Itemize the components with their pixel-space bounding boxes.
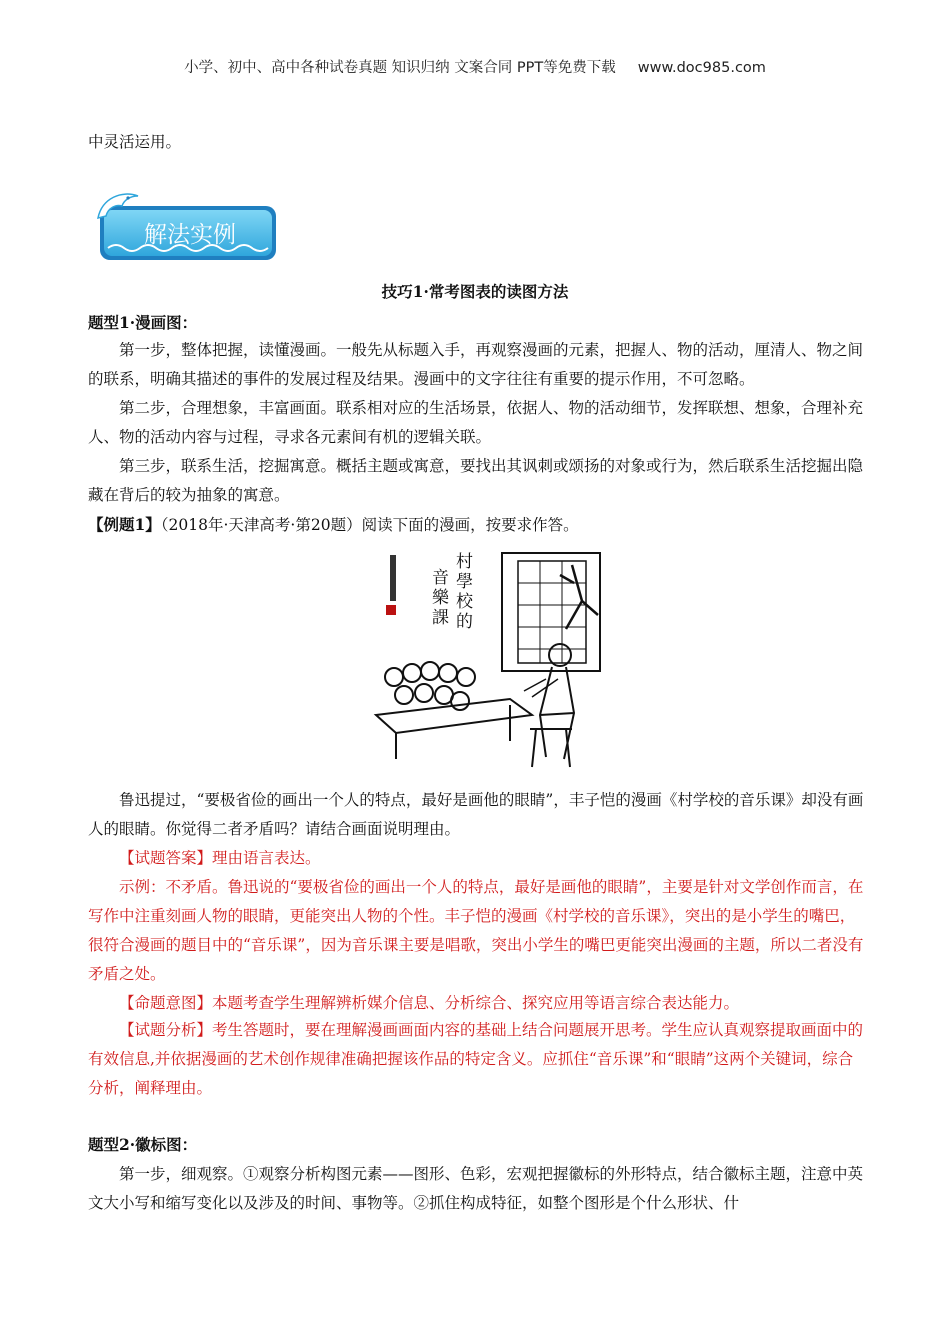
intent-label: 【命题意图】 — [119, 994, 213, 1012]
answer-sample: 示例：不矛盾。鲁迅说的“要极省俭的画出一个人的特点，最好是画他的眼睛”，主要是针对文学创作而言，在写作中注重刻画人物的眼睛，更能突出人物的个性。丰子恺的漫画《村学校的音乐课》，突出的是小学生的嘴巴，很符合漫画的题目中的“音乐课”，因为音乐课主要是唱歌，突出小学生的嘴巴更能突出漫画的主题，所以二者没有矛盾之处。 — [88, 878, 864, 983]
svg-text:校: 校 — [456, 592, 473, 612]
cartoon-image — [360, 545, 610, 777]
svg-text:樂: 樂 — [432, 588, 449, 608]
svg-text:的: 的 — [456, 612, 473, 632]
type1-step-3: 第三步，联系生活，挖掘寓意。概括主题或寓意，要找出其讽刺或颂扬的对象或行为，然后联系生活挖掘出隐藏在背后的较为抽象的寓意。 — [88, 457, 864, 504]
badge-label: 解法实例 — [144, 222, 236, 248]
badge-graphic — [94, 188, 280, 264]
page-header — [0, 56, 950, 77]
section-title: 技巧1·常考图表的读图方法 — [381, 282, 569, 301]
example1-question: 鲁迅提过，“要极省俭的画出一个人的特点，最好是画他的眼睛”，丰子恺的漫画《村学校的音乐课》却没有画人的眼睛。你觉得二者矛盾吗？请结合画面说明理由。 — [88, 791, 864, 838]
svg-text:音: 音 — [432, 568, 449, 588]
example1-label: 【例题1】 — [88, 515, 161, 534]
type2-step-1: 第一步，细观察。①观察分析构图元素——图形、色彩，宏观把握徽标的外形特点，结合徽标主题，注意中英文大小写和缩写变化以及涉及的时间、事物等。②抓住构成特征，如整个图形是个什么形状、什 — [88, 1165, 864, 1212]
header-text: 小学、初中、高中各种试卷真题 知识归纳 文案合同 PPT等免费下载 — [184, 60, 616, 76]
type1-step-2: 第二步，合理想象，丰富画面。联系相对应的生活场景，依据人、物的活动细节，发挥联想、想象，合理补充人、物的活动内容与过程，寻求各元素间有机的逻辑关联。 — [88, 399, 864, 446]
svg-text:學: 學 — [456, 572, 473, 592]
answer-text: 理由语言表达。 — [212, 849, 321, 867]
section-badge — [94, 188, 280, 264]
intent-text: 本题考查学生理解辨析媒介信息、分析综合、探究应用等语言综合表达能力。 — [212, 994, 740, 1012]
type1-step-1: 第一步，整体把握，读懂漫画。一般先从标题入手，再观察漫画的元素，把握人、物的活动，厘清人、物之间的联系，明确其描述的事件的发展过程及结果。漫画中的文字往往有重要的提示作用，不可忽略。 — [88, 341, 864, 388]
example1-line — [88, 510, 866, 540]
answer-label: 【试题答案】 — [119, 849, 213, 867]
type2-heading: 题型2·徽标图： — [88, 1135, 198, 1154]
header-url[interactable]: www.doc985.com — [637, 60, 766, 76]
intent-line — [88, 989, 866, 1018]
cartoon-title-col1: 村 — [456, 552, 473, 572]
intro-tail: 中灵活运用。 — [88, 133, 182, 151]
analysis-text: 考生答题时，要在理解漫画画面内容的基础上结合问题展开思考。学生应认真观察提取画面中的有效信息,并依据漫画的艺术创作规律准确把握该作品的特定含义。应抓住“音乐课”和“眼睛”这两个关键词，综合分析，阐释理由。 — [88, 1021, 864, 1097]
type1-heading: 题型1·漫画图： — [88, 313, 198, 332]
example1-source: （2018年·天津高考·第20题）阅读下面的漫画，按要求作答。 — [160, 516, 579, 534]
answer-line — [88, 844, 866, 873]
svg-text:課: 課 — [432, 608, 449, 628]
cartoon-drawing — [360, 545, 610, 777]
analysis-label: 【试题分析】 — [119, 1021, 213, 1039]
analysis-line — [88, 1016, 866, 1103]
